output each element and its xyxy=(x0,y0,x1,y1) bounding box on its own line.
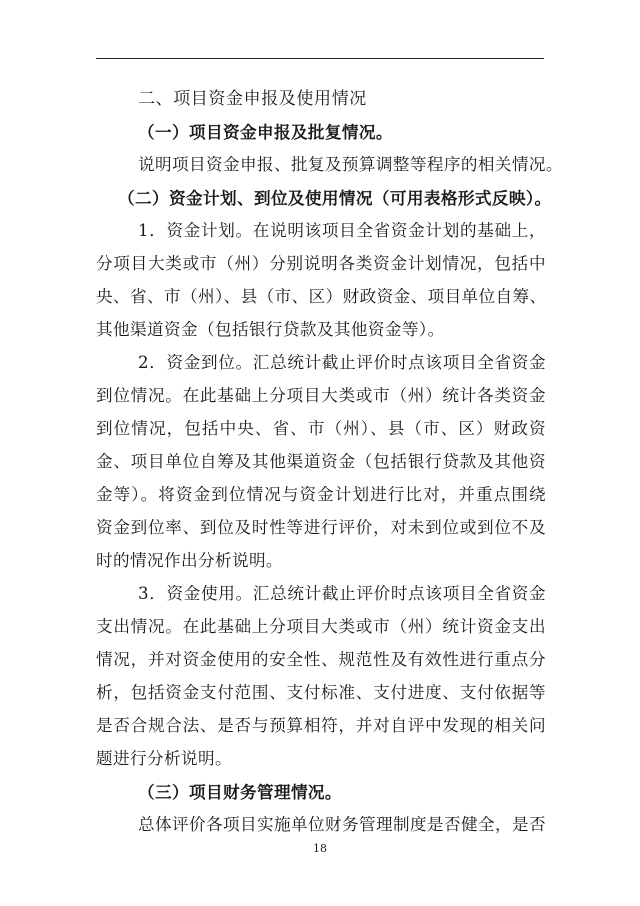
paragraph-line: 其他渠道资金（包括银行贷款及其他资金等）。 xyxy=(96,320,445,339)
paragraph-line: 析，包括资金支付范围、支付标准、支付进度、支付依据等 xyxy=(96,683,546,702)
paragraph-line: 情况，并对资金使用的安全性、规范性及有效性进行重点分 xyxy=(96,650,546,669)
paragraph-line: 题进行分析说明。 xyxy=(96,749,232,768)
paragraph-line: 金、项目单位自筹及其他渠道资金（包括银行贷款及其他资 xyxy=(96,452,546,471)
subsection-heading: （二）资金计划、到位及使用情况（可用表格形式反映）。 xyxy=(118,188,552,208)
paragraph-line: 到位情况，包括中央、省、市（州）、县（市、区）财政资 xyxy=(96,419,546,438)
section-heading: 二、项目资金申报及使用情况 xyxy=(138,89,367,109)
paragraph-line: 说明项目资金申报、批复及预算调整等程序的相关情况。 xyxy=(138,155,563,174)
paragraph-line: 资金到位率、到位及时性等进行评价，对未到位或到位不及 xyxy=(96,518,546,537)
page-number: 18 xyxy=(313,842,327,855)
paragraph-line: 分项目大类或市（州）分别说明各类资金计划情况，包括中 xyxy=(96,254,546,273)
paragraph-line: 时的情况作出分析说明。 xyxy=(96,551,283,570)
paragraph-line: 1．资金计划。在说明该项目全省资金计划的基础上， xyxy=(138,221,546,240)
paragraph-line: 支出情况。在此基础上分项目大类或市（州）统计资金支出 xyxy=(96,617,546,636)
paragraph-line: 是否合规合法、是否与预算相符，并对自评中发现的相关问 xyxy=(96,716,546,735)
paragraph-line: 3．资金使用。汇总统计截止评价时点该项目全省资金 xyxy=(138,584,546,603)
header-rule xyxy=(96,58,544,59)
subsection-heading: （三）项目财务管理情况。 xyxy=(138,782,342,802)
paragraph-line: 2．资金到位。汇总统计截止评价时点该项目全省资金 xyxy=(138,353,546,372)
paragraph-line: 总体评价各项目实施单位财务管理制度是否健全，是否 xyxy=(138,815,546,834)
subsection-heading: （一）项目资金申报及批复情况。 xyxy=(138,122,393,142)
paragraph-line: 到位情况。在此基础上分项目大类或市（州）统计各类资金 xyxy=(96,386,546,405)
paragraph-line: 央、省、市（州）、县（市、区）财政资金、项目单位自筹、 xyxy=(96,287,547,306)
paragraph-line: 金等）。将资金到位情况与资金计划进行比对，并重点围绕 xyxy=(96,485,546,504)
